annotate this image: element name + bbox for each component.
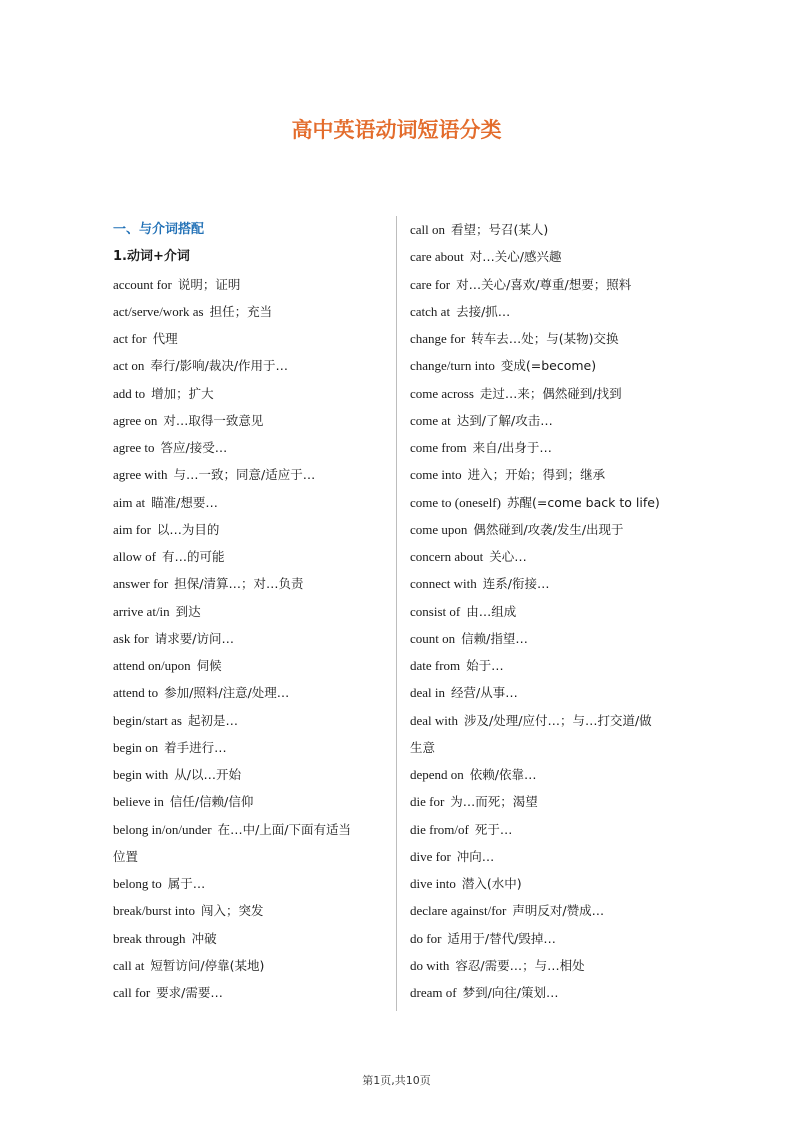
phrase-chinese: 死于… xyxy=(474,821,513,837)
phrase-entry xyxy=(410,543,702,570)
phrase-entry xyxy=(410,816,702,843)
phrase-chinese: 为…而死；渴望 xyxy=(450,794,538,810)
phrase-chinese: 由…组成 xyxy=(466,603,517,619)
phrase-english: begin/start as xyxy=(113,712,182,728)
phrase-chinese: 与…一致；同意/适应于… xyxy=(173,467,316,483)
phrase-chinese: 容忍/需要…；与…相处 xyxy=(455,957,585,973)
phrase-english: aim at xyxy=(113,494,146,510)
phrase-entry xyxy=(410,979,702,1006)
phrase-chinese: 担任；充当 xyxy=(209,303,273,319)
phrase-english: agree to xyxy=(113,440,155,455)
phrase-english: belong in/on/under xyxy=(113,821,212,837)
phrase-english: believe in xyxy=(113,794,164,810)
phrase-chinese: 看望；号召(某人) xyxy=(451,222,549,237)
phrase-chinese: 信赖/指望… xyxy=(461,630,528,646)
left-entry-list xyxy=(113,271,393,1007)
phrase-english: come into xyxy=(410,467,462,483)
phrase-english: catch at xyxy=(410,303,451,319)
phrase-chinese: 适用于/替代/毁掉… xyxy=(447,930,556,946)
phrase-entry xyxy=(410,625,702,652)
phrase-chinese: 来自/出身于… xyxy=(472,440,552,455)
phrase-english: do with xyxy=(410,957,450,973)
phrase-english: begin on xyxy=(113,739,159,755)
phrase-entry xyxy=(410,788,702,815)
phrase-chinese: 闯入；突发 xyxy=(200,903,264,919)
phrase-entry xyxy=(113,652,393,679)
phrase-entry xyxy=(410,952,702,979)
right-entry-list xyxy=(410,216,702,1006)
phrase-entry xyxy=(410,761,702,788)
phrase-entry xyxy=(113,570,393,597)
phrase-english: break/burst into xyxy=(113,903,195,919)
phrase-chinese: 着手进行… xyxy=(164,739,227,755)
phrase-chinese: 变成(=become) xyxy=(500,358,597,374)
phrase-entry xyxy=(113,325,393,352)
phrase-english: account for xyxy=(113,276,172,292)
phrase-chinese: 属于… xyxy=(167,876,206,891)
phrase-entry xyxy=(113,407,393,434)
phrase-entry xyxy=(113,434,393,461)
phrase-entry xyxy=(410,598,702,625)
phrase-english: add to xyxy=(113,385,146,401)
phrase-english: connect with xyxy=(410,576,477,592)
phrase-entry xyxy=(113,352,393,379)
phrase-english: deal with xyxy=(410,712,459,728)
phrase-chinese: 要求/需要… xyxy=(156,985,223,1000)
phrase-entry xyxy=(113,979,393,1006)
phrase-entry xyxy=(410,870,702,897)
phrase-chinese: 对…关心/喜欢/尊重/想要；照料 xyxy=(456,276,632,292)
left-column xyxy=(113,216,393,1006)
phrase-english: attend on/upon xyxy=(113,658,191,673)
phrase-english: die for xyxy=(410,794,445,810)
phrase-entry xyxy=(113,625,393,652)
phrase-chinese: 位置 xyxy=(113,848,139,864)
phrase-english: come upon xyxy=(410,521,468,537)
phrase-chinese: 增加；扩大 xyxy=(151,385,214,401)
phrase-english: date from xyxy=(410,658,461,673)
phrase-entry xyxy=(113,925,393,952)
phrase-english: change/turn into xyxy=(410,358,495,374)
phrase-english: break through xyxy=(113,930,186,946)
phrase-english: dream of xyxy=(410,985,457,1000)
phrase-chinese: 信任/信赖/信仰 xyxy=(169,794,254,810)
phrase-english: come to (oneself) xyxy=(410,494,501,510)
phrase-english: do for xyxy=(410,930,442,946)
phrase-chinese: 去接/抓… xyxy=(456,303,511,319)
phrase-entry xyxy=(113,788,393,815)
phrase-entry xyxy=(410,325,702,352)
phrase-english: aim for xyxy=(113,521,151,537)
subsection-heading: 1.动词+介词 xyxy=(113,249,190,265)
phrase-english: dive into xyxy=(410,876,456,891)
phrase-chinese: 潜入(水中) xyxy=(461,876,522,891)
phrase-entry xyxy=(113,734,393,761)
phrase-chinese: 梦到/向往/策划… xyxy=(462,985,559,1000)
phrase-english: dive for xyxy=(410,848,451,864)
phrase-entry-continuation xyxy=(410,734,702,761)
phrase-chinese: 从/以…开始 xyxy=(174,767,241,782)
phrase-english: answer for xyxy=(113,576,169,592)
phrase-entry xyxy=(410,925,702,952)
phrase-entry xyxy=(113,543,393,570)
phrase-chinese: 代理 xyxy=(152,331,178,346)
phrase-chinese: 伺候 xyxy=(196,658,222,673)
phrase-chinese: 苏醒(=come back to life) xyxy=(506,494,660,510)
phrase-chinese: 连系/衔接… xyxy=(482,576,550,592)
phrase-english: change for xyxy=(410,331,466,346)
phrase-chinese: 对…取得一致意见 xyxy=(163,412,264,428)
phrase-chinese: 有…的可能 xyxy=(161,549,225,564)
phrase-chinese: 声明反对/赞成… xyxy=(512,903,605,919)
phrase-english: call for xyxy=(113,985,151,1000)
phrase-entry xyxy=(410,407,702,434)
phrase-english: care for xyxy=(410,276,451,292)
phrase-english: care about xyxy=(410,249,464,265)
phrase-entry xyxy=(410,570,702,597)
phrase-entry xyxy=(410,679,702,706)
phrase-english: deal in xyxy=(410,685,446,701)
phrase-entry xyxy=(113,761,393,788)
phrase-chinese: 始于… xyxy=(466,658,504,673)
phrase-english: consist of xyxy=(410,603,461,619)
right-column xyxy=(410,216,702,1006)
phrase-english: attend to xyxy=(113,685,159,701)
phrase-chinese: 偶然碰到/攻袭/发生/出现于 xyxy=(473,521,624,537)
phrase-entry xyxy=(410,243,702,270)
phrase-english: allow of xyxy=(113,549,156,564)
phrase-chinese: 担保/清算…；对…负责 xyxy=(174,576,304,592)
phrase-chinese: 经营/从事… xyxy=(451,685,518,701)
phrase-entry xyxy=(410,216,702,243)
phrase-english: agree with xyxy=(113,467,168,483)
phrase-chinese: 达到/了解/攻击… xyxy=(456,412,553,428)
phrase-english: belong to xyxy=(113,876,162,891)
phrase-entry xyxy=(410,434,702,461)
phrase-english: depend on xyxy=(410,767,464,782)
phrase-entry xyxy=(113,870,393,897)
phrase-english: ask for xyxy=(113,630,149,646)
phrase-chinese: 依赖/依靠… xyxy=(469,767,537,782)
phrase-english: act for xyxy=(113,331,147,346)
phrase-entry xyxy=(410,461,702,488)
phrase-chinese: 进入；开始；得到；继承 xyxy=(467,467,606,483)
column-divider xyxy=(396,216,397,1011)
phrase-entry xyxy=(113,271,393,298)
phrase-entry xyxy=(410,352,702,379)
phrase-entry xyxy=(113,598,393,625)
phrase-entry xyxy=(410,271,702,298)
phrase-english: call at xyxy=(113,957,145,973)
phrase-entry-continuation xyxy=(113,843,393,870)
phrase-chinese: 瞄准/想要… xyxy=(151,494,218,510)
phrase-english: concern about xyxy=(410,549,484,564)
phrase-entry xyxy=(113,897,393,924)
phrase-chinese: 在…中/上面/下面有适当 xyxy=(217,821,352,837)
phrase-chinese: 转车去…处；与(某物)交换 xyxy=(471,331,619,346)
phrase-entry xyxy=(410,707,702,734)
phrase-chinese: 生意 xyxy=(410,739,436,755)
phrase-entry xyxy=(113,461,393,488)
phrase-chinese: 涉及/处理/应付…；与…打交道/做 xyxy=(464,712,652,728)
phrase-entry xyxy=(113,679,393,706)
phrase-chinese: 起初是… xyxy=(187,712,238,728)
phrase-entry xyxy=(410,843,702,870)
phrase-english: arrive at/in xyxy=(113,603,170,619)
phrase-chinese: 说明；证明 xyxy=(177,276,241,292)
phrase-chinese: 奉行/影响/裁决/作用于… xyxy=(150,358,289,374)
phrase-english: call on xyxy=(410,222,446,237)
phrase-chinese: 短暂访问/停靠(某地) xyxy=(150,957,265,973)
phrase-chinese: 参加/照料/注意/处理… xyxy=(164,685,290,701)
phrase-english: come at xyxy=(410,412,451,428)
phrase-english: die from/of xyxy=(410,821,469,837)
phrase-entry xyxy=(410,489,702,516)
phrase-english: act/serve/work as xyxy=(113,303,204,319)
phrase-entry xyxy=(410,897,702,924)
phrase-chinese: 请求要/访问… xyxy=(154,630,234,646)
phrase-entry xyxy=(113,516,393,543)
phrase-entry xyxy=(410,516,702,543)
phrase-chinese: 对…关心/感兴趣 xyxy=(469,249,562,265)
phrase-english: come from xyxy=(410,440,467,455)
phrase-entry xyxy=(113,816,393,843)
phrase-chinese: 冲破 xyxy=(191,930,217,946)
section-heading: 一、与介词搭配 xyxy=(113,222,205,237)
phrase-entry xyxy=(410,380,702,407)
phrase-chinese: 到达 xyxy=(175,603,201,619)
phrase-chinese: 答应/接受… xyxy=(160,440,228,455)
phrase-entry xyxy=(410,298,702,325)
phrase-english: agree on xyxy=(113,412,158,428)
phrase-english: begin with xyxy=(113,767,169,782)
phrase-entry xyxy=(113,298,393,325)
phrase-entry xyxy=(113,380,393,407)
phrase-entry xyxy=(113,489,393,516)
page-footer: 第1页,共10页 xyxy=(362,1074,431,1087)
page-title: 高中英语动词短语分类 xyxy=(291,118,502,142)
phrase-entry xyxy=(113,707,393,734)
phrase-chinese: 关心… xyxy=(489,549,527,564)
phrase-english: count on xyxy=(410,630,456,646)
phrase-chinese: 冲向… xyxy=(456,848,495,864)
phrase-chinese: 走过…来；偶然碰到/找到 xyxy=(479,385,622,401)
phrase-chinese: 以…为目的 xyxy=(156,521,220,537)
phrase-entry xyxy=(410,652,702,679)
phrase-english: act on xyxy=(113,358,145,374)
phrase-english: declare against/for xyxy=(410,903,507,919)
phrase-entry xyxy=(113,952,393,979)
phrase-english: come across xyxy=(410,385,474,401)
